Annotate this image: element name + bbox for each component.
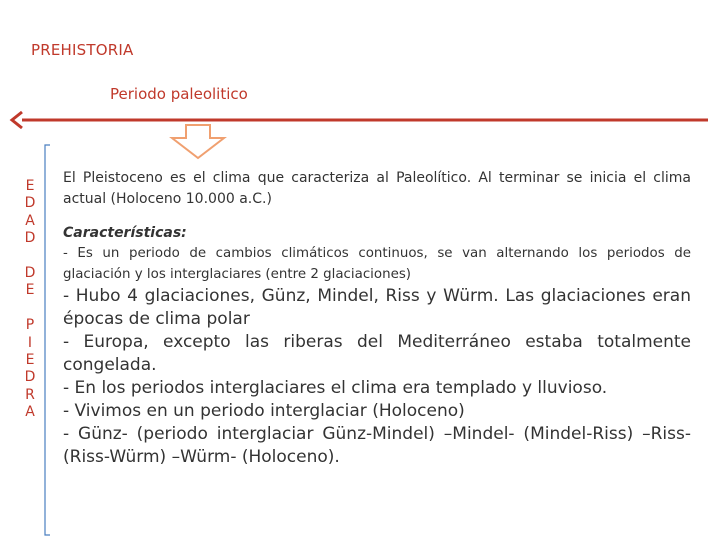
vertical-letter — [20, 248, 40, 265]
arrow-down-icon — [172, 125, 224, 158]
list-item: - Es un periodo de cambios climáticos continuos, se van alternando los periodos de glaciación y los interglaciares (entre 2 glaciaciones) — [63, 246, 691, 282]
vertical-letter: I — [27, 334, 33, 351]
vertical-letter: A — [25, 212, 35, 229]
vertical-letter: D — [24, 369, 36, 386]
list-item: - Europa, excepto las riberas del Mediterráneo estaba totalmente congelada. — [63, 332, 691, 375]
vertical-label — [20, 178, 40, 421]
vertical-letter: E — [25, 282, 35, 299]
content-body — [63, 168, 691, 469]
vertical-letter — [20, 300, 40, 317]
vertical-letter: D — [24, 230, 36, 247]
list-item: - Vivimos en un periodo interglaciar (Holoceno) — [63, 401, 465, 421]
characteristics-list — [63, 243, 691, 469]
vertical-letter: E — [25, 351, 35, 368]
page-subtitle: Periodo paleolitico — [110, 85, 248, 103]
vertical-letter: R — [25, 386, 35, 403]
intro-paragraph: El Pleistoceno es el clima que caracteriza al Paleolítico. Al terminar se inicia el clima actual (Holoceno 10.000 a.C.) — [63, 170, 691, 207]
vertical-letter: D — [24, 264, 36, 281]
vertical-letter: E — [25, 178, 35, 194]
left-bracket — [45, 145, 50, 535]
vertical-letter: P — [25, 317, 35, 334]
list-item: - En los periodos interglaciares el clima era templado y lluvioso. — [63, 378, 608, 398]
vertical-letter: D — [24, 195, 36, 212]
arrow-left-icon — [12, 112, 22, 128]
characteristics-heading: Características: — [63, 225, 187, 241]
vertical-letter: A — [25, 404, 35, 421]
list-item: - Günz- (periodo interglaciar Günz-Mindel) –Mindel- (Mindel-Riss) –Riss- (Riss-Würm) –Würm- (Holoceno). — [63, 424, 691, 467]
list-item: - Hubo 4 glaciaciones, Günz, Mindel, Riss y Würm. Las glaciaciones eran épocas de clima polar — [63, 286, 691, 329]
page-title: PREHISTORIA — [31, 41, 134, 59]
